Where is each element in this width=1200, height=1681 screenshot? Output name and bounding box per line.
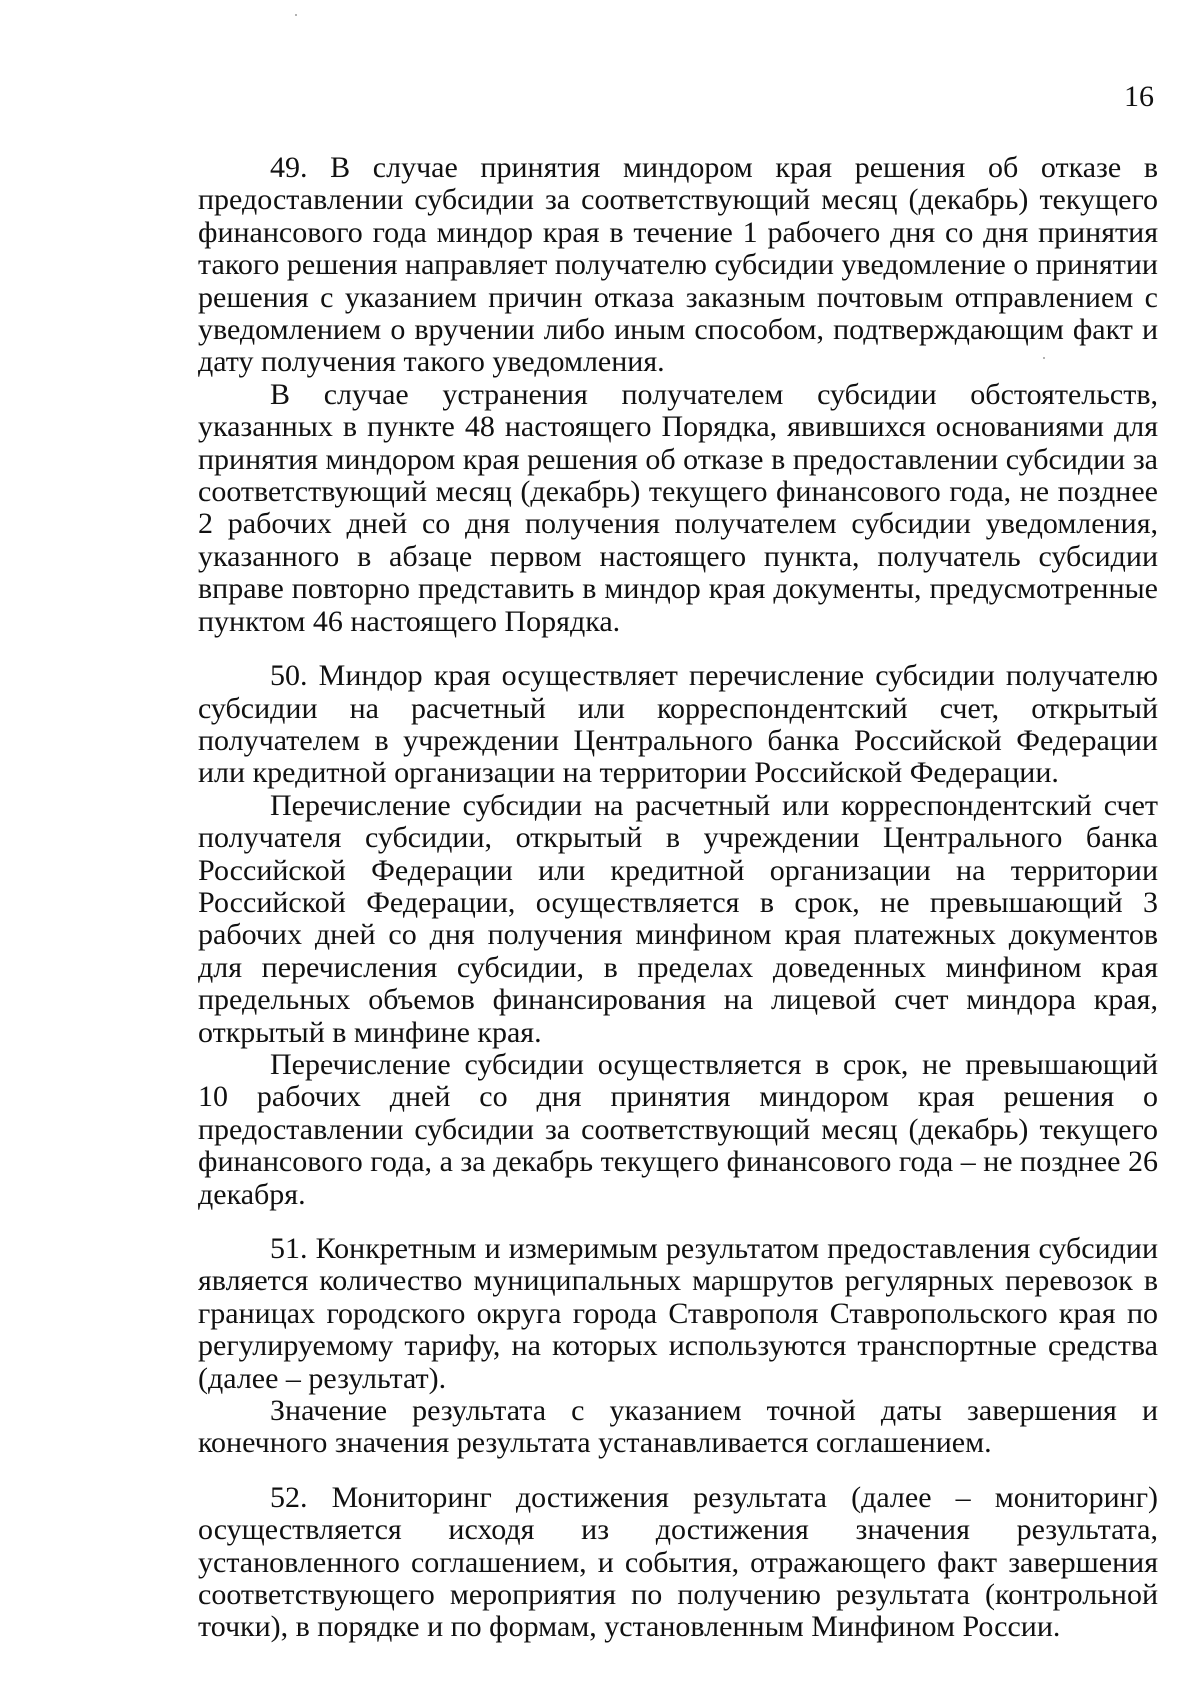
paragraph-51-cont: Значение результата с указанием точной даты завершения и конечного значения результата устанавливается соглашением.: [198, 1394, 1158, 1460]
paragraph-51: 51. Конкретным и измеримым результатом предоставления субсидии является количество муниципальных маршрутов регулярных перевозок в границах городского округа города Ставрополя Ставропольского края по регулируемому тарифу, на которых используются транспортные средства (далее – результат).: [198, 1232, 1158, 1395]
paragraph-49-cont: В случае устранения получателем субсидии обстоятельств, указанных в пункте 48 настоящего Порядка, явившихся основаниями для принятия миндором края решения об отказе в предоставлении субсидии за соответствующий месяц (декабрь) текущего финансового года, не позднее 2 рабочих дней со дня получения получателем субсидии уведомления, указанного в абзаце первом настоящего пункта, получатель субсидии вправе повторно представить в миндор края документы, предусмотренные пунктом 46 настоящего Порядка.: [198, 377, 1158, 638]
paragraph-49: 49. В случае принятия миндором края решения об отказе в предоставлении субсидии за соответствующий месяц (декабрь) текущего финансового года миндор края в течение 1 рабочего дня со дня принятия такого решения направляет получателю субсидии уведомление о принятии решения с указанием причин отказа заказным почтовым отправлением с уведомлением о вручении либо иным способом, подтверждающим факт и дату получения такого уведомления.: [198, 151, 1158, 379]
paragraph-50-cont-1: Перечисление субсидии на расчетный или корреспондентский счет получателя субсидии, открытый в учреждении Центрального банка Российской Федерации или кредитной организации на территории Российской Федерации, осуществляется в срок, не превышающий 3 рабочих дней со дня получения минфином края платежных документов для перечисления субсидии, в пределах доведенных минфином края предельных объемов финансирования на лицевой счет миндора края, открытый в минфине края.: [198, 788, 1158, 1049]
document-body: [198, 152, 1158, 1644]
scan-speck: [295, 14, 297, 16]
scan-speck: [1043, 357, 1045, 359]
paragraph-50: 50. Миндор края осуществляет перечисление субсидии получателю субсидии на расчетный или корреспондентский счет, открытый получателем в учреждении Центрального банка Российской Федерации или кредитной организации на территории Российской Федерации.: [198, 659, 1158, 790]
paragraph-50-cont-2: Перечисление субсидии осуществляется в срок, не превышающий 10 рабочих дней со дня принятия миндором края решения о предоставлении субсидии за соответствующий месяц (декабрь) текущего финансового года, а за декабрь текущего финансового года – не позднее 26 декабря.: [198, 1047, 1158, 1211]
page-number: 16: [1124, 80, 1154, 113]
paragraph-52: 52. Мониторинг достижения результата (далее – мониторинг) осуществляется исходя из достижения значения результата, установленного соглашением, и события, отражающего факт завершения соответствующего мероприятия по получению результата (контрольной точки), в порядке и по формам, установленным Минфином России.: [198, 1480, 1158, 1644]
